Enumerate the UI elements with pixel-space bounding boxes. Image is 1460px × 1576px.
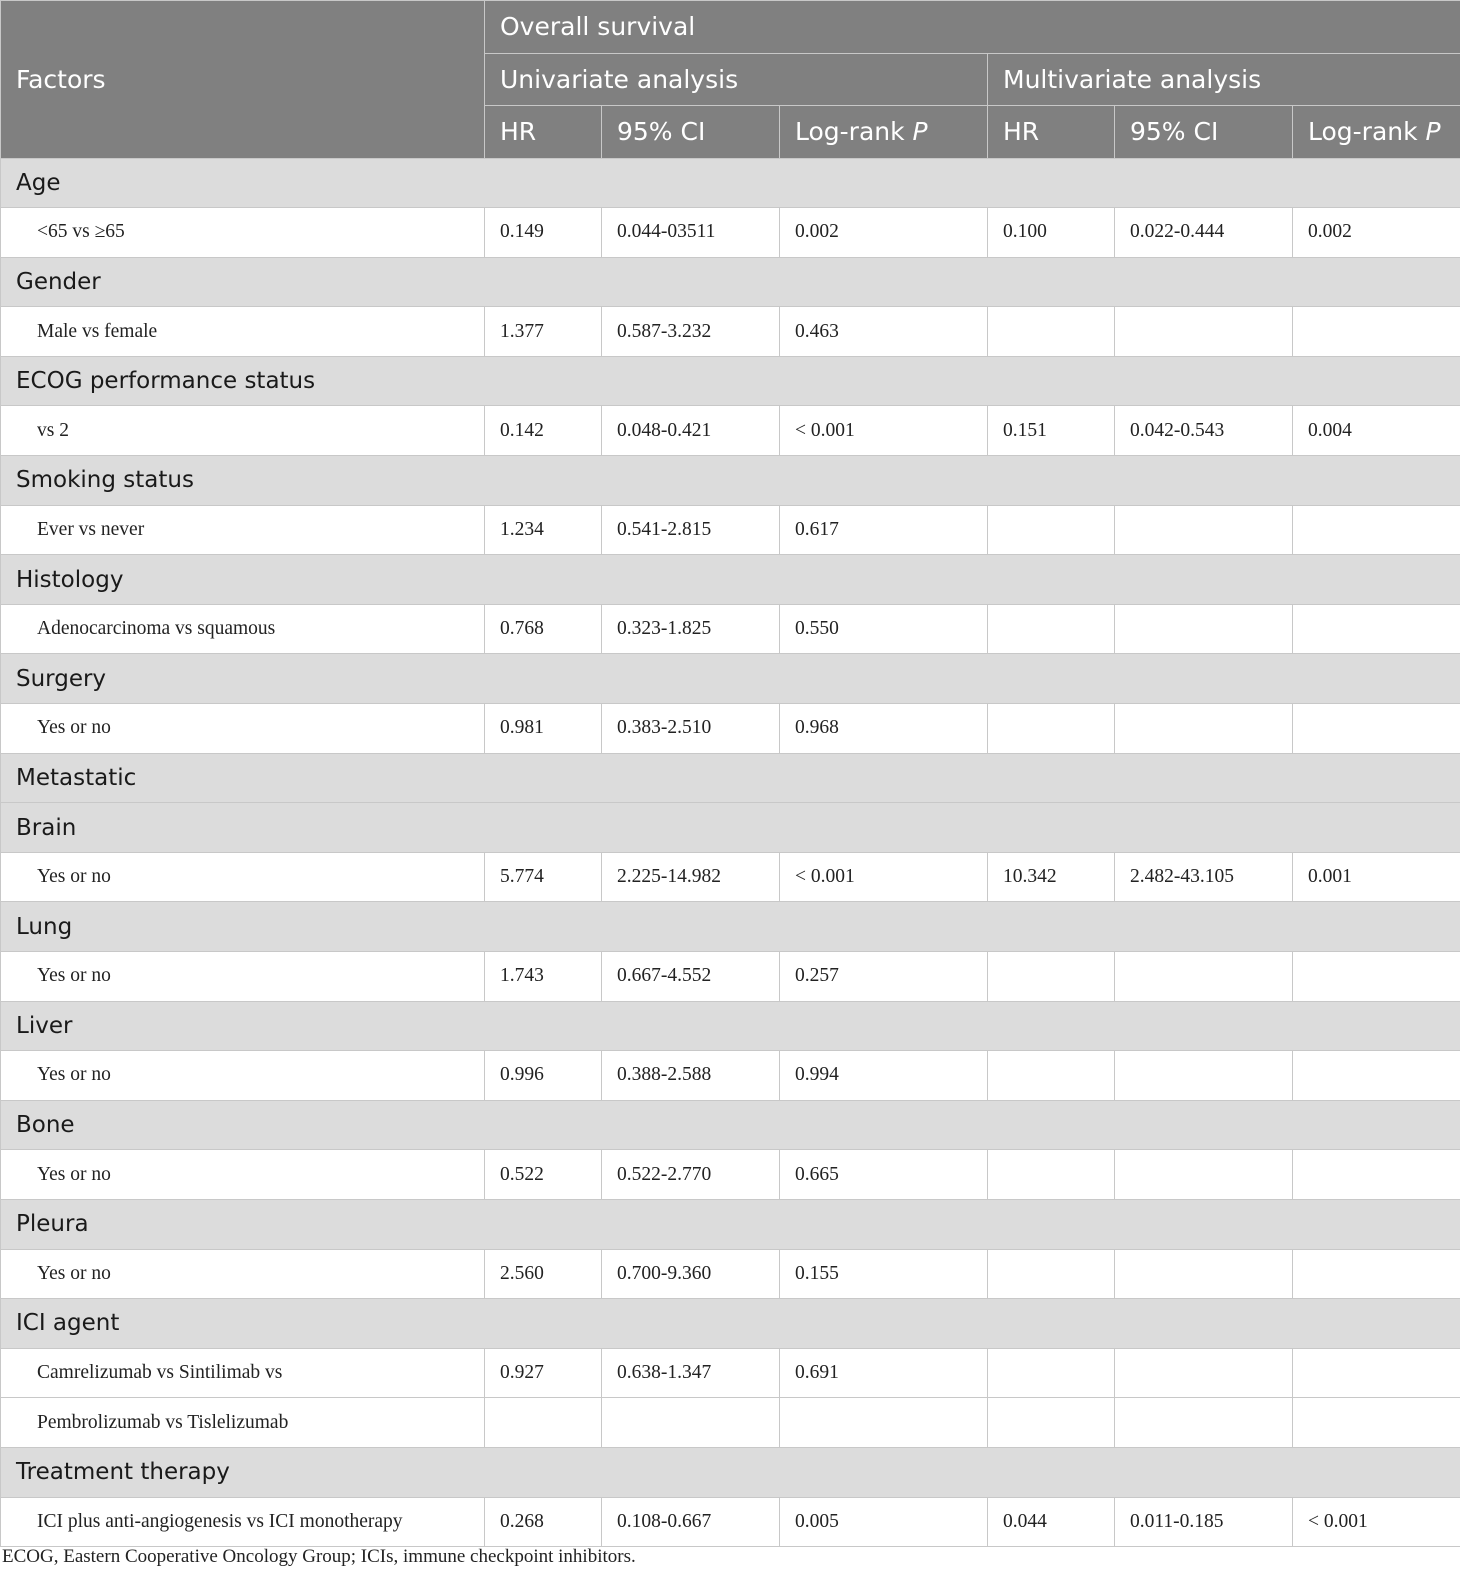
univariate-hr: 5.774 bbox=[485, 852, 602, 902]
category-row-metastatic bbox=[1, 753, 1460, 803]
multivariate-ci bbox=[1115, 307, 1293, 357]
multivariate-hr bbox=[988, 1051, 1115, 1101]
factor-label: Pembrolizumab vs Tislelizumab bbox=[1, 1398, 485, 1448]
univariate-p: 0.257 bbox=[780, 952, 988, 1002]
category-label: Histology bbox=[1, 555, 1460, 605]
factor-label: Adenocarcinoma vs squamous bbox=[1, 604, 485, 654]
multivariate-header: Multivariate analysis bbox=[988, 53, 1460, 106]
univariate-ci bbox=[602, 1398, 780, 1448]
multivariate-ci: 0.011-0.185 bbox=[1115, 1497, 1293, 1547]
table-row bbox=[1, 1150, 1460, 1200]
multivariate-hr: 0.151 bbox=[988, 406, 1115, 456]
multivariate-p bbox=[1293, 1051, 1460, 1101]
multivariate-p: 0.004 bbox=[1293, 406, 1460, 456]
univariate-ci: 0.522-2.770 bbox=[602, 1150, 780, 1200]
category-row-age bbox=[1, 158, 1460, 208]
category-row-lung bbox=[1, 902, 1460, 952]
multivariate-hr: 0.100 bbox=[988, 208, 1115, 258]
multivariate-hr bbox=[988, 307, 1115, 357]
multivariate-hr: 0.044 bbox=[988, 1497, 1115, 1547]
multivariate-hr bbox=[988, 952, 1115, 1002]
univariate-p: < 0.001 bbox=[780, 406, 988, 456]
univariate-p: 0.002 bbox=[780, 208, 988, 258]
univariate-hr: 0.142 bbox=[485, 406, 602, 456]
univariate-ci: 0.044-03511 bbox=[602, 208, 780, 258]
univariate-ci: 0.667-4.552 bbox=[602, 952, 780, 1002]
univariate-p: 0.617 bbox=[780, 505, 988, 555]
multivariate-p bbox=[1293, 952, 1460, 1002]
table-row bbox=[1, 1348, 1460, 1398]
univariate-p: 0.463 bbox=[780, 307, 988, 357]
factor-label: Yes or no bbox=[1, 1051, 485, 1101]
univariate-hr: 1.743 bbox=[485, 952, 602, 1002]
univariate-ci: 0.587-3.232 bbox=[602, 307, 780, 357]
univariate-hr: 0.996 bbox=[485, 1051, 602, 1101]
factor-label: Yes or no bbox=[1, 1150, 485, 1200]
table-row bbox=[1, 604, 1460, 654]
category-label: Bone bbox=[1, 1100, 1460, 1150]
multivariate-p bbox=[1293, 604, 1460, 654]
category-row-ecog bbox=[1, 356, 1460, 406]
category-label: Metastatic bbox=[1, 753, 1460, 803]
p-symbol: P bbox=[1425, 117, 1441, 147]
univariate-p: 0.691 bbox=[780, 1348, 988, 1398]
category-row-brain bbox=[1, 803, 1460, 853]
factor-label: ICI plus anti-angiogenesis vs ICI monotherapy bbox=[1, 1497, 485, 1547]
multivariate-ci: 0.042-0.543 bbox=[1115, 406, 1293, 456]
factor-label: Camrelizumab vs Sintilimab vs bbox=[1, 1348, 485, 1398]
multivariate-p bbox=[1293, 704, 1460, 754]
univariate-p: 0.550 bbox=[780, 604, 988, 654]
multivariate-ci bbox=[1115, 604, 1293, 654]
multivariate-ci bbox=[1115, 1150, 1293, 1200]
table-row bbox=[1, 952, 1460, 1002]
category-row-surgery bbox=[1, 654, 1460, 704]
univariate-hr: 0.981 bbox=[485, 704, 602, 754]
multivariate-hr: 10.342 bbox=[988, 852, 1115, 902]
univariate-logrank-header bbox=[780, 106, 988, 159]
factors-header: Factors bbox=[1, 1, 485, 159]
univariate-p: 0.005 bbox=[780, 1497, 988, 1547]
multivariate-logrank-header bbox=[1293, 106, 1460, 159]
univariate-p: 0.665 bbox=[780, 1150, 988, 1200]
multivariate-ci bbox=[1115, 505, 1293, 555]
univariate-p: 0.994 bbox=[780, 1051, 988, 1101]
univariate-ci-header: 95% CI bbox=[602, 106, 780, 159]
multivariate-hr bbox=[988, 1249, 1115, 1299]
univariate-ci: 0.638-1.347 bbox=[602, 1348, 780, 1398]
category-row-gender bbox=[1, 257, 1460, 307]
multivariate-p bbox=[1293, 1348, 1460, 1398]
multivariate-p bbox=[1293, 1249, 1460, 1299]
multivariate-hr bbox=[988, 1398, 1115, 1448]
table-row bbox=[1, 704, 1460, 754]
multivariate-hr bbox=[988, 604, 1115, 654]
table-row bbox=[1, 1249, 1460, 1299]
univariate-header: Univariate analysis bbox=[485, 53, 988, 106]
table-row bbox=[1, 1398, 1460, 1448]
univariate-hr: 0.522 bbox=[485, 1150, 602, 1200]
univariate-ci: 0.323-1.825 bbox=[602, 604, 780, 654]
multivariate-p bbox=[1293, 307, 1460, 357]
category-row-histology bbox=[1, 555, 1460, 605]
table-row bbox=[1, 406, 1460, 456]
category-label: Treatment therapy bbox=[1, 1447, 1460, 1497]
univariate-hr: 0.927 bbox=[485, 1348, 602, 1398]
univariate-ci: 0.541-2.815 bbox=[602, 505, 780, 555]
factor-label: Male vs female bbox=[1, 307, 485, 357]
univariate-ci: 0.108-0.667 bbox=[602, 1497, 780, 1547]
univariate-p: 0.968 bbox=[780, 704, 988, 754]
multivariate-ci bbox=[1115, 1348, 1293, 1398]
category-row-bone bbox=[1, 1100, 1460, 1150]
univariate-p bbox=[780, 1398, 988, 1448]
factor-label: Ever vs never bbox=[1, 505, 485, 555]
category-label: Lung bbox=[1, 902, 1460, 952]
multivariate-hr-header: HR bbox=[988, 106, 1115, 159]
multivariate-ci bbox=[1115, 1398, 1293, 1448]
univariate-ci: 0.383-2.510 bbox=[602, 704, 780, 754]
univariate-hr: 2.560 bbox=[485, 1249, 602, 1299]
univariate-hr-header: HR bbox=[485, 106, 602, 159]
univariate-ci: 0.388-2.588 bbox=[602, 1051, 780, 1101]
category-label: Gender bbox=[1, 257, 1460, 307]
multivariate-p bbox=[1293, 1150, 1460, 1200]
multivariate-p: < 0.001 bbox=[1293, 1497, 1460, 1547]
p-symbol: P bbox=[912, 117, 928, 147]
overall-survival-header: Overall survival bbox=[485, 1, 1460, 54]
factor-label: Yes or no bbox=[1, 704, 485, 754]
table-row bbox=[1, 307, 1460, 357]
category-row-pleura bbox=[1, 1199, 1460, 1249]
univariate-hr bbox=[485, 1398, 602, 1448]
category-label: Smoking status bbox=[1, 456, 1460, 506]
univariate-hr: 1.377 bbox=[485, 307, 602, 357]
category-label: Surgery bbox=[1, 654, 1460, 704]
multivariate-hr bbox=[988, 704, 1115, 754]
logrank-label: Log-rank bbox=[1308, 117, 1426, 147]
multivariate-hr bbox=[988, 1150, 1115, 1200]
univariate-hr: 0.268 bbox=[485, 1497, 602, 1547]
factor-label: vs 2 bbox=[1, 406, 485, 456]
univariate-hr: 0.149 bbox=[485, 208, 602, 258]
univariate-ci: 0.048-0.421 bbox=[602, 406, 780, 456]
univariate-p: 0.155 bbox=[780, 1249, 988, 1299]
multivariate-p: 0.001 bbox=[1293, 852, 1460, 902]
univariate-ci: 2.225-14.982 bbox=[602, 852, 780, 902]
table-row bbox=[1, 505, 1460, 555]
multivariate-ci bbox=[1115, 704, 1293, 754]
category-label: ECOG performance status bbox=[1, 356, 1460, 406]
table-row bbox=[1, 1051, 1460, 1101]
category-label: Liver bbox=[1, 1001, 1460, 1051]
category-row-ici-agent bbox=[1, 1299, 1460, 1349]
logrank-label: Log-rank bbox=[795, 117, 913, 147]
category-label: Age bbox=[1, 158, 1460, 208]
univariate-ci: 0.700-9.360 bbox=[602, 1249, 780, 1299]
multivariate-hr bbox=[988, 1348, 1115, 1398]
table-row bbox=[1, 1497, 1460, 1547]
univariate-hr: 0.768 bbox=[485, 604, 602, 654]
category-row-smoking bbox=[1, 456, 1460, 506]
table-row bbox=[1, 852, 1460, 902]
category-label: Brain bbox=[1, 803, 1460, 853]
multivariate-ci: 0.022-0.444 bbox=[1115, 208, 1293, 258]
multivariate-p bbox=[1293, 1398, 1460, 1448]
factor-label: <65 vs ≥65 bbox=[1, 208, 485, 258]
multivariate-hr bbox=[988, 505, 1115, 555]
multivariate-p: 0.002 bbox=[1293, 208, 1460, 258]
table-row bbox=[1, 208, 1460, 258]
multivariate-ci bbox=[1115, 1249, 1293, 1299]
factor-label: Yes or no bbox=[1, 1249, 485, 1299]
multivariate-ci bbox=[1115, 1051, 1293, 1101]
univariate-p: < 0.001 bbox=[780, 852, 988, 902]
factor-label: Yes or no bbox=[1, 852, 485, 902]
univariate-hr: 1.234 bbox=[485, 505, 602, 555]
category-label: Pleura bbox=[1, 1199, 1460, 1249]
multivariate-ci: 2.482-43.105 bbox=[1115, 852, 1293, 902]
table-footnote: ECOG, Eastern Cooperative Oncology Group; ICIs, immune checkpoint inhibitors. bbox=[2, 1546, 636, 1567]
multivariate-p bbox=[1293, 505, 1460, 555]
factor-label: Yes or no bbox=[1, 952, 485, 1002]
category-row-liver bbox=[1, 1001, 1460, 1051]
multivariate-ci-header: 95% CI bbox=[1115, 106, 1293, 159]
category-label: ICI agent bbox=[1, 1299, 1460, 1349]
category-row-treatment bbox=[1, 1447, 1460, 1497]
multivariate-ci bbox=[1115, 952, 1293, 1002]
